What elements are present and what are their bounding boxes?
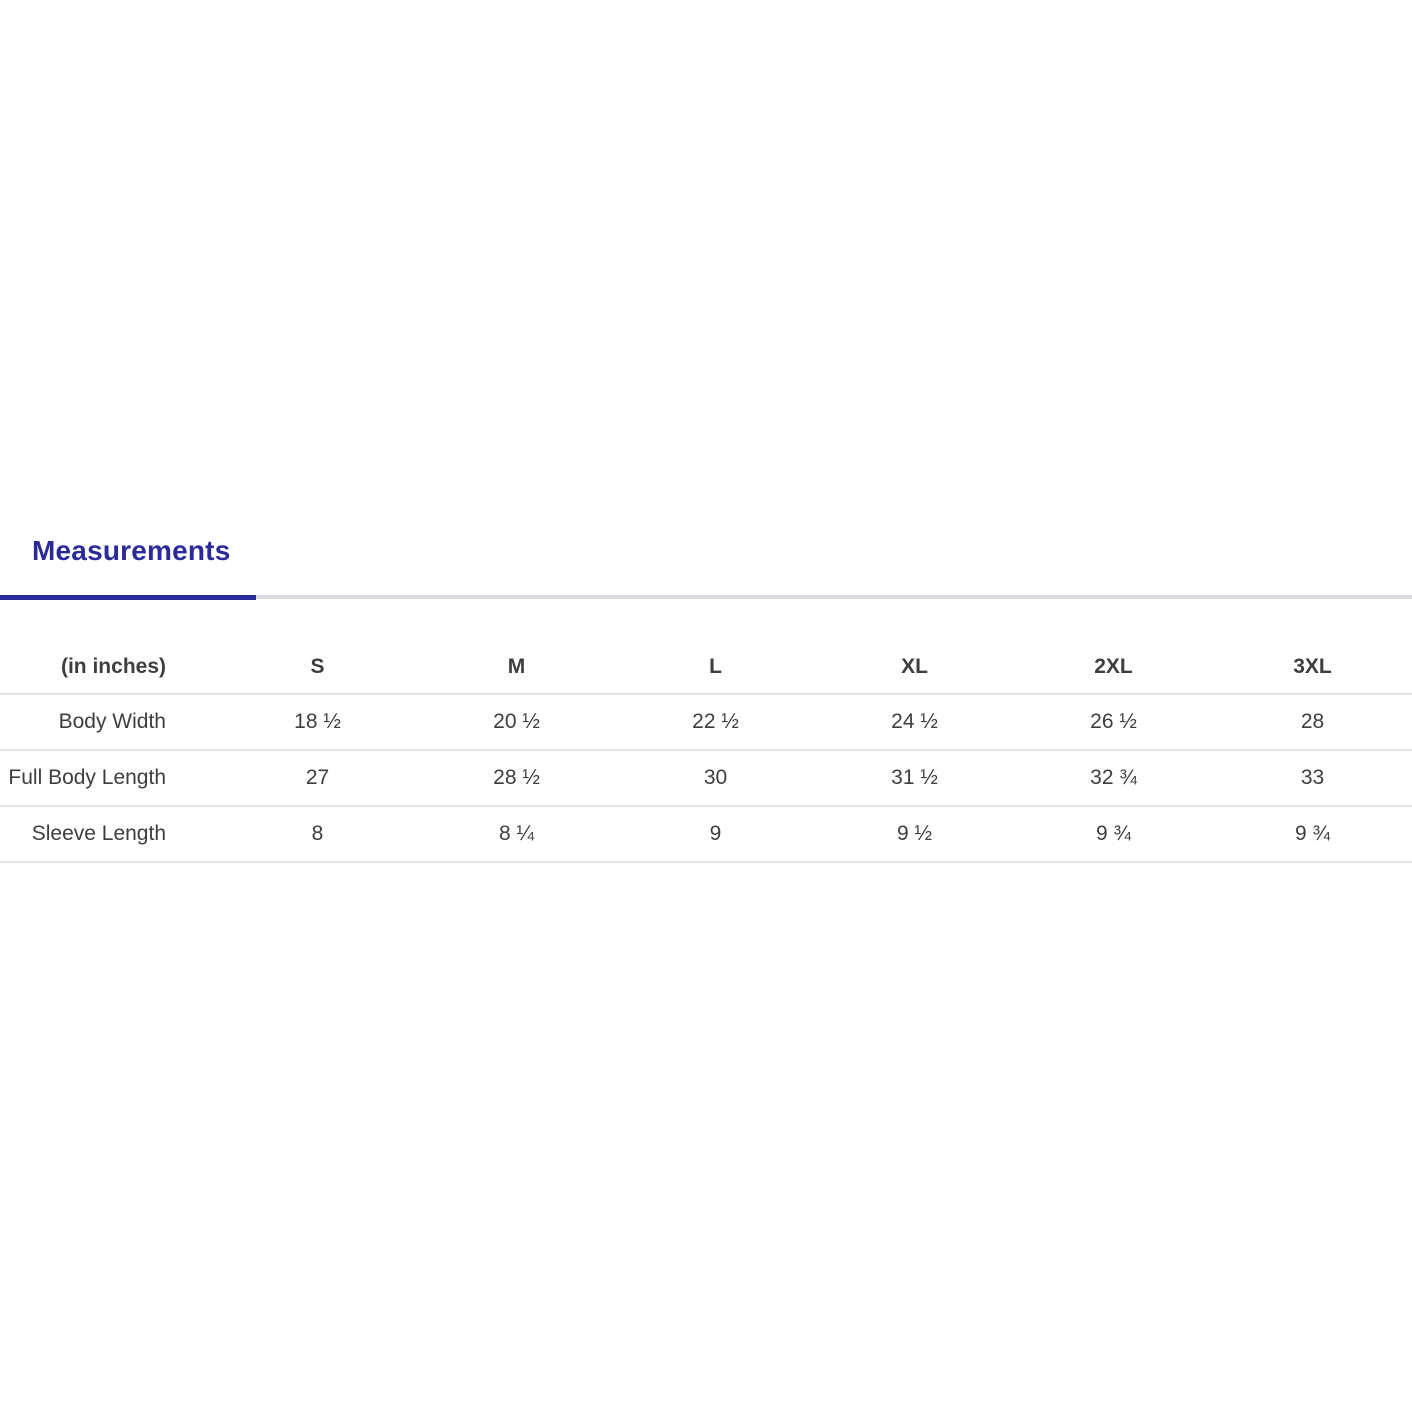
col-header-l: L xyxy=(616,641,815,694)
active-tab-indicator xyxy=(0,595,256,600)
col-header-xl: XL xyxy=(815,641,1014,694)
cell-value: 9 ¾ xyxy=(1014,806,1213,862)
unit-header: (in inches) xyxy=(0,641,218,694)
tab-strip xyxy=(0,595,1412,600)
tab-measurements[interactable]: Measurements xyxy=(32,535,231,566)
col-header-s: S xyxy=(218,641,417,694)
col-header-2xl: 2XL xyxy=(1014,641,1213,694)
cell-value: 20 ½ xyxy=(417,694,616,750)
cell-value: 8 ¼ xyxy=(417,806,616,862)
col-header-m: M xyxy=(417,641,616,694)
cell-value: 18 ½ xyxy=(218,694,417,750)
tab-strip-line xyxy=(256,595,1412,599)
cell-value: 26 ½ xyxy=(1014,694,1213,750)
row-label: Full Body Length xyxy=(0,750,218,806)
table-row-sleeve-length xyxy=(0,806,1412,862)
table-row-full-body-length xyxy=(0,750,1412,806)
cell-value: 24 ½ xyxy=(815,694,1014,750)
cell-value: 27 xyxy=(218,750,417,806)
cell-value: 28 xyxy=(1213,694,1412,750)
table-header-row xyxy=(0,641,1412,694)
table-row-body-width xyxy=(0,694,1412,750)
cell-value: 33 xyxy=(1213,750,1412,806)
row-label: Body Width xyxy=(0,694,218,750)
cell-value: 32 ¾ xyxy=(1014,750,1213,806)
cell-value: 9 ½ xyxy=(815,806,1014,862)
row-label: Sleeve Length xyxy=(0,806,218,862)
cell-value: 9 xyxy=(616,806,815,862)
cell-value: 28 ½ xyxy=(417,750,616,806)
col-header-3xl: 3XL xyxy=(1213,641,1412,694)
measurements-table xyxy=(0,641,1412,863)
cell-value: 9 ¾ xyxy=(1213,806,1412,862)
cell-value: 30 xyxy=(616,750,815,806)
cell-value: 8 xyxy=(218,806,417,862)
cell-value: 22 ½ xyxy=(616,694,815,750)
cell-value: 31 ½ xyxy=(815,750,1014,806)
